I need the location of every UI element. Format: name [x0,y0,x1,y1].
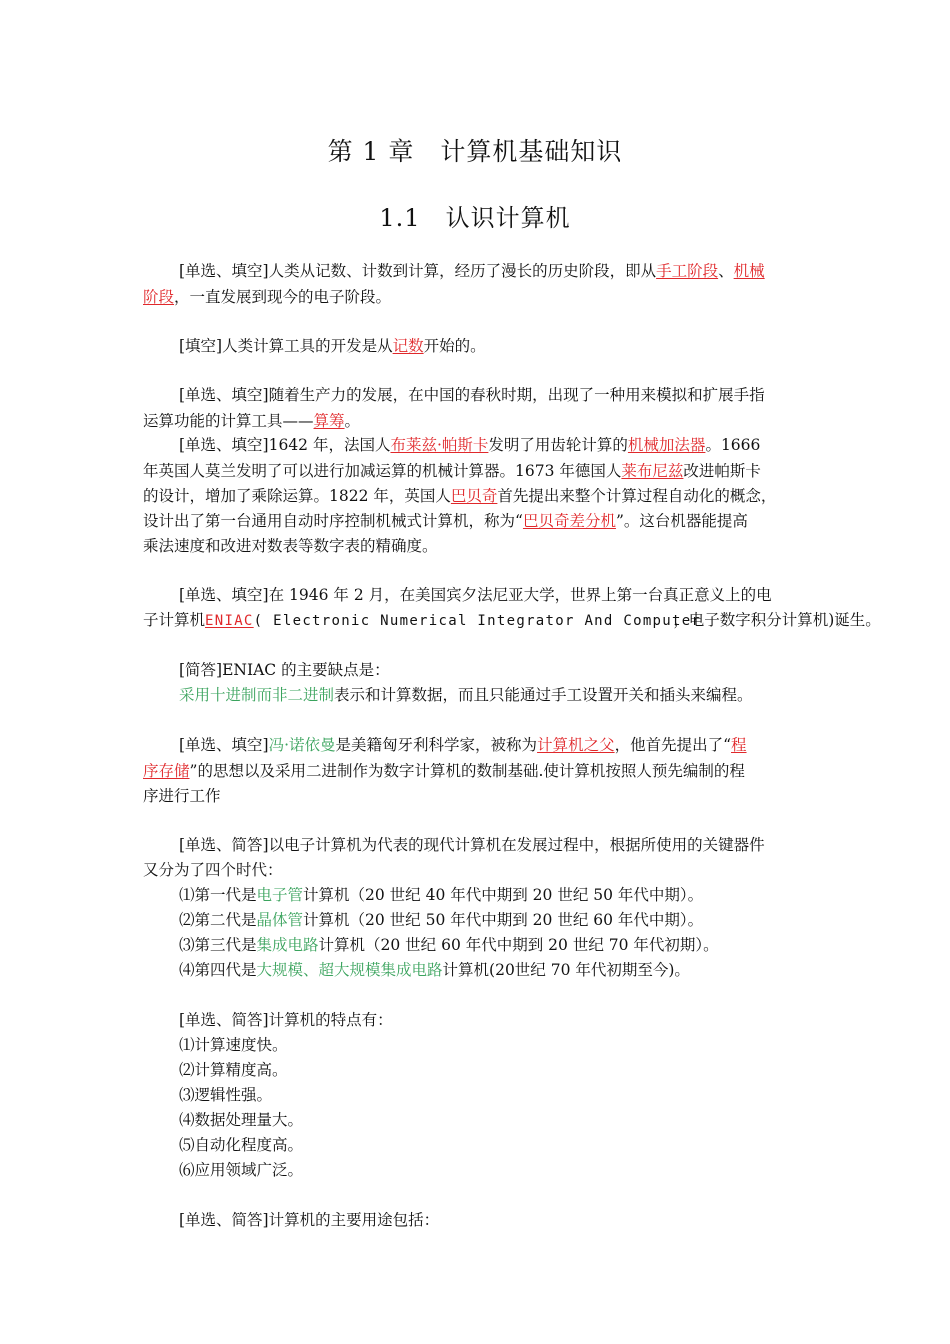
list-item: ⑸自动化程度高。 [179,1136,304,1154]
text: 运算功能的计算工具—— [143,412,314,430]
section-title: 1.1 认识计算机 [379,204,571,232]
answer-text: ENIAC [205,613,254,629]
text: ⑷第四代是 [179,961,257,979]
paragraph-line [143,682,859,708]
paragraph-line: [单选、简答]以电子计算机为代表的现代计算机在发展过程中，根据所使用的关键器件 [179,836,765,854]
list-item: ⑶逻辑性强。 [179,1086,273,1104]
list-item: ⑹应用领域广泛。 [179,1161,304,1179]
list-item [143,882,859,908]
highlight-text: 电子管 [256,886,304,904]
text: 年英国人莫兰发明了可以进行加减运算的机械计算器。1673 年德国人 [143,462,622,480]
text: [单选、填空]1642 年，法国人 [179,436,391,454]
paragraph-line [143,408,823,434]
text: ⑶第三代是 [179,936,257,954]
paragraph-line [143,258,859,284]
paragraph-line [143,284,823,310]
answer-text: 程 [731,736,747,754]
paragraph-line [143,508,823,534]
text: 是美籍匈牙利科学家，被称为 [335,736,538,754]
text: [单选、填空]人类从记数、计数到计算，经历了漫长的历史阶段，即从 [179,262,657,280]
highlight-text: 采用十进制而非二进制 [179,686,335,704]
text: 计算机（20 世纪 50 年代中期到 20 世纪 60 年代中期）。 [303,911,704,929]
paragraph-line: 序进行工作 [143,787,221,805]
answer-text: 布莱兹·帕斯卡 [390,436,489,454]
text: ”的思想以及采用二进制作为数字计算机的数制基础.使计算机按照人预先编制的程 [189,762,745,780]
paragraph-line: [简答]ENIAC 的主要缺点是： [179,661,390,679]
highlight-text: 大规模、超大规模集成电路 [256,961,443,979]
text: ，一直发展到现今的电子阶段。 [174,288,392,306]
paragraph-line: [单选、简答]计算机的特点有： [179,1011,393,1029]
highlight-text: 冯·诺依曼 [268,736,336,754]
list-item: ⑷数据处理量大。 [179,1111,304,1129]
text: 设计出了第一台通用自动时序控制机械式计算机，称为“ [143,512,523,530]
text: 。1666 [705,436,761,454]
highlight-text: 晶体管 [256,911,304,929]
text: 。 [344,412,361,430]
text: [填空]人类计算工具的开发是从 [179,337,393,355]
text: ，他首先提出了“ [614,736,732,754]
answer-text: 手工阶段 [656,262,719,280]
answer-text: 计算机之父 [537,736,615,754]
text: ”。这台机器能提高 [615,512,748,530]
list-item [143,907,859,933]
text: 开始的。 [423,337,486,355]
paragraph-line [143,458,823,484]
paragraph-line: 乘法速度和改进对数表等数字表的精确度。 [143,537,438,555]
text: 、 [718,262,734,280]
answer-text: 算筹 [313,412,345,430]
paragraph-line: [单选、填空]随着生产力的发展，在中国的春秋时期，出现了一种用来模拟和扩展手指 [179,386,765,404]
list-item: ⑵计算精度高。 [179,1061,288,1079]
paragraph-line [143,333,859,359]
answer-text: 记数 [392,337,424,355]
answer-text: 阶段 [143,288,175,306]
answer-text: 莱布尼兹 [621,462,684,480]
text: 计算机(20世纪 70 年代初期至今)。 [442,961,690,979]
text: 发明了用齿轮计算的 [488,436,628,454]
text: 计算机（20 世纪 40 年代中期到 20 世纪 50 年代中期）。 [303,886,704,904]
paragraph-line [143,758,823,784]
text: ( Electronic Numerical Integrator And Computer [253,613,702,629]
text: [单选、填空] [179,736,269,754]
paragraph-line: [单选、简答]计算机的主要用途包括： [179,1211,440,1229]
answer-text: 机械 [733,262,765,280]
chapter-title: 第 1 章 计算机基础知识 [327,137,623,166]
list-item [143,957,859,983]
text: ⑵第二代是 [179,911,257,929]
answer-text: 机械加法器 [627,436,706,454]
paragraph-line [143,607,881,634]
text: 子计算机 [143,611,206,629]
answer-text: 巴贝奇差分机 [522,512,616,530]
answer-text: 序存储 [143,762,190,780]
text: ，电子数字积分计算机)诞生。 [673,611,881,629]
paragraph-line: [单选、填空]在 1946 年 2 月，在美国宾夕法尼亚大学，世界上第一台真正意义上的电 [179,586,772,604]
paragraph-line [143,732,859,758]
highlight-text: 集成电路 [256,936,319,954]
text: 计算机（20 世纪 60 年代中期到 20 世纪 70 年代初期）。 [318,936,719,954]
paragraph-line [143,483,823,509]
text: 首先提出来整个计算过程自动化的概念， [497,487,777,505]
text: 改进帕斯卡 [683,462,761,480]
list-item [143,932,859,958]
text: 表示和计算数据，而且只能通过手工设置开关和插头来编程。 [334,686,753,704]
text: 的设计，增加了乘除运算。1822 年，英国人 [143,487,451,505]
text: ⑴第一代是 [179,886,257,904]
list-item: ⑴计算速度快。 [179,1036,288,1054]
paragraph-line: 又分为了四个时代： [143,861,283,879]
paragraph-line [143,432,859,458]
answer-text: 巴贝奇 [450,487,498,505]
